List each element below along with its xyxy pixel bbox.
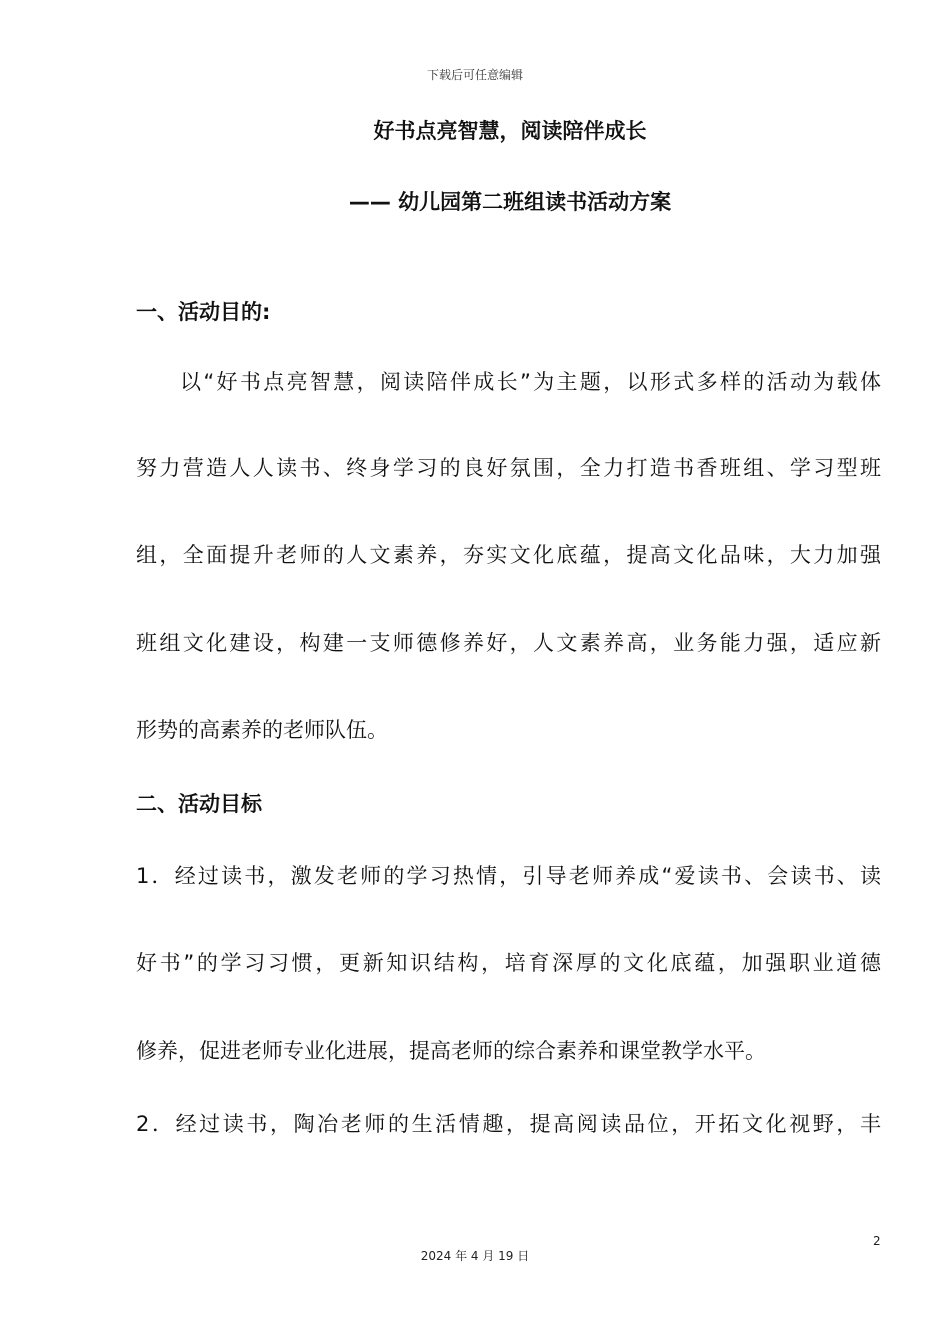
paragraph-line: 修养，促进老师专业化进展，提高老师的综合素养和课堂教学水平。 — [136, 1039, 766, 1063]
paragraph-line: 2．经过读书，陶冶老师的生活情趣，提高阅读品位，开拓文化视野，丰 — [136, 1112, 881, 1136]
header-note: 下载后可任意编辑 — [426, 68, 523, 82]
section-heading-goals: 二、活动目标 — [136, 792, 262, 816]
footer-date: 2024 年 4 月 19 日 — [420, 1249, 530, 1263]
page-number: 2 — [873, 1234, 881, 1248]
paragraph-line: 班组文化建设，构建一支师德修养好，人文素养高，业务能力强，适应新 — [136, 631, 881, 655]
paragraph-line: 好书”的学习习惯，更新知识结构，培育深厚的文化底蕴，加强职业道德 — [136, 951, 881, 975]
document-title: 好书点亮智慧，阅读陪伴成长 — [373, 119, 647, 143]
paragraph-line: 努力营造人人读书、终身学习的良好氛围，全力打造书香班组、学习型班 — [136, 456, 881, 480]
paragraph-line: 形势的高素养的老师队伍。 — [136, 718, 388, 742]
paragraph-line: 组，全面提升老师的人文素养，夯实文化底蕴，提高文化品味，大力加强 — [136, 543, 881, 567]
document-subtitle: —— 幼儿园第二班组读书活动方案 — [348, 190, 672, 214]
paragraph-line: 1．经过读书，激发老师的学习热情，引导老师养成“爱读书、会读书、读 — [136, 864, 881, 888]
section-heading-purpose: 一、活动目的: — [136, 300, 271, 324]
paragraph-line: 以“好书点亮智慧，阅读陪伴成长”为主题，以形式多样的活动为载体 — [180, 370, 881, 394]
